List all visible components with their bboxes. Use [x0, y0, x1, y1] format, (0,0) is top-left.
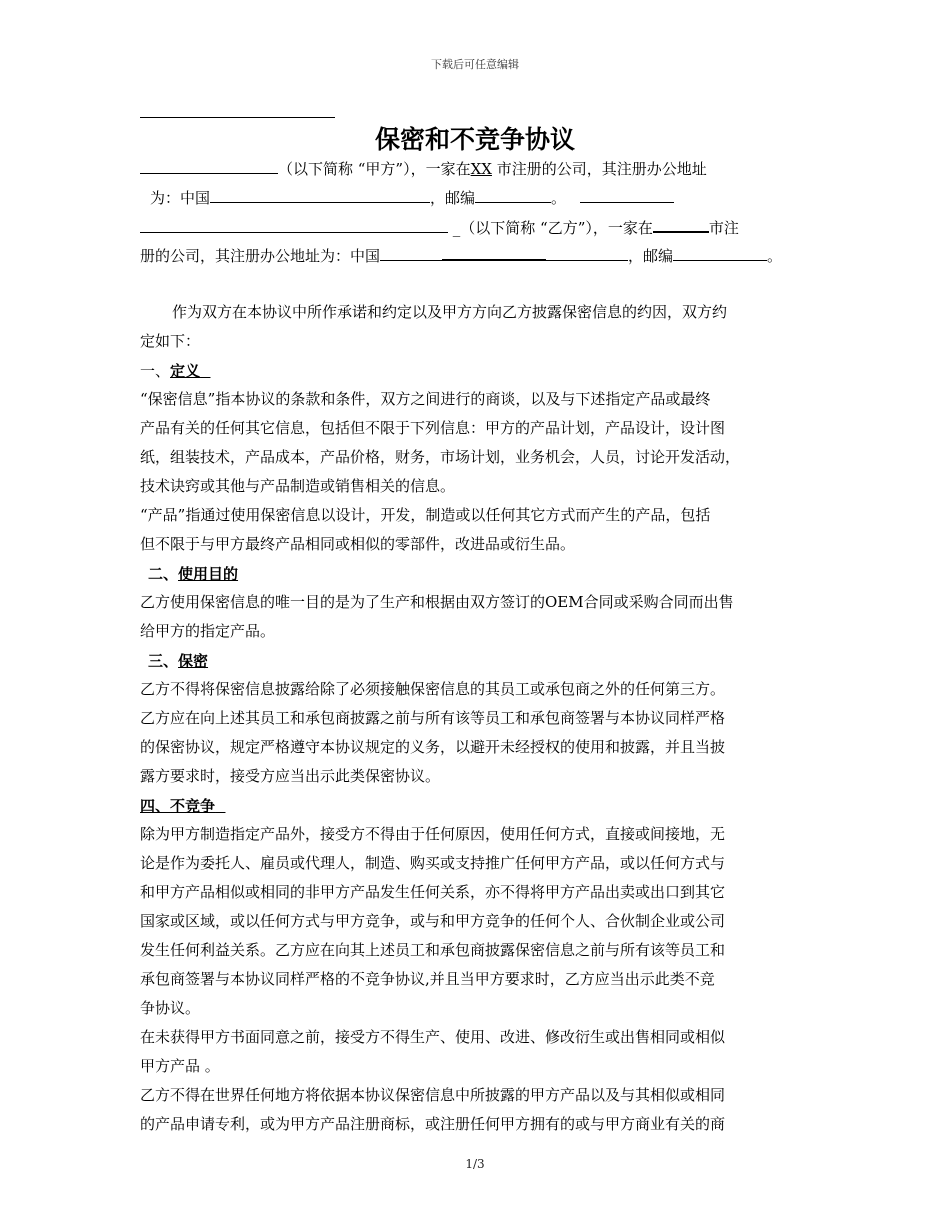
intro-line-2: 定如下：	[140, 332, 201, 350]
s4-line: 除为甲方制造指定产品外，接受方不得由于任何原因，使用任何方式，直接或间接地，无	[140, 825, 726, 843]
party-b-name-blank-start[interactable]	[580, 186, 674, 203]
document-title: 保密和不竞争协议	[374, 125, 575, 154]
s1-line: 技术诀窍或其他与产品制造或销售相关的信息。	[140, 477, 456, 495]
s1-line: “产品”指通过使用保密信息以设计，开发，制造或以任何其它方式而产生的产品，包括	[140, 506, 711, 524]
s4-line: 国家或区域，或以任何方式与甲方竞争，或与和甲方竞争的任何个人、合伙制企业或公司	[140, 912, 726, 930]
page-number: 1/3	[465, 1157, 485, 1171]
party-a-postcode-blank[interactable]	[475, 186, 551, 203]
s4-line: 乙方不得在世界任何地方将依据本协议保密信息中所披露的甲方产品以及与其相似或相同	[140, 1086, 726, 1104]
s4-line: 争协议。	[140, 999, 201, 1017]
party-b-name-blank[interactable]	[140, 216, 448, 233]
s4-line: 的产品申请专利，或为甲方产品注册商标，或注册任何甲方拥有的或与甲方商业有关的商	[140, 1115, 726, 1133]
party-a-city: XX	[470, 160, 492, 178]
s4-line: 承包商签署与本协议同样严格的不竞争协议,并且当甲方要求时，乙方应当出示此类不竞	[140, 970, 715, 988]
s3-line: 的保密协议，规定严格遵守本协议规定的义务，以避开未经授权的使用和披露，并且当披	[140, 738, 726, 756]
s1-line: 产品有关的任何其它信息，包括但不限于下列信息：甲方的产品计划，产品设计，设计图	[140, 419, 726, 437]
party-a-address-blank[interactable]	[210, 186, 430, 203]
party-b-postcode-blank[interactable]	[673, 244, 767, 261]
s3-line: 露方要求时，接受方应当出示此类保密协议。	[140, 767, 441, 785]
s3-line: 乙方不得将保密信息披露给除了必须接触保密信息的其员工或承包商之外的任何第三方。	[140, 680, 726, 698]
party-a-line: （以下简称 “甲方”），一家在XX 市注册的公司，其注册办公地址	[140, 157, 707, 179]
s4-line: 甲方产品 。	[140, 1057, 220, 1075]
party-b-address-blank[interactable]	[380, 244, 628, 261]
party-b-city-blank[interactable]	[653, 215, 709, 233]
s4-line: 在未获得甲方书面同意之前，接受方不得生产、使用、改进、修改衍生或出售相同或相似	[140, 1028, 726, 1046]
s1-line: 但不限于与甲方最终产品相同或相似的零部件，改进品或衍生品。	[140, 535, 576, 553]
header-note: 下载后可任意编辑	[431, 58, 519, 71]
party-b-address-line: 册的公司，其注册办公地址为：中国 ，邮编 。	[140, 244, 782, 266]
section-2-heading: 二、使用目的	[148, 565, 239, 583]
s4-line: 发生任何利益关系。乙方应在向其上述员工和承包商披露保密信息之前与所有该等员工和	[140, 941, 726, 959]
party-b-line: _（以下简称 “乙方”），一家在 市注	[140, 215, 739, 238]
s1-line: 纸，组装技术，产品成本，产品价格，财务，市场计划，业务机会，人员，讨论开发活动，	[140, 448, 741, 466]
top-rule	[140, 117, 335, 118]
section-4-heading: 四、不竞争	[140, 797, 216, 815]
s1-line: “保密信息”指本协议的条款和条件，双方之间进行的商谈，以及与下述指定产品或最终	[140, 390, 711, 408]
intro-line-1: 作为双方在本协议中所作承诺和约定以及甲方方向乙方披露保密信息的约因，双方约	[172, 303, 728, 321]
section-3-heading: 三、保密	[148, 652, 209, 670]
s3-line: 乙方应在向上述其员工和承包商披露之前与所有该等员工和承包商签署与本协议同样严格	[140, 709, 726, 727]
s4-line: 论是作为委托人、雇员或代理人，制造、购买或支持推广任何甲方产品，或以任何方式与	[140, 854, 726, 872]
party-a-address-line: 为：中国 ，邮编 。	[150, 186, 674, 208]
party-a-name-blank[interactable]	[140, 157, 278, 174]
s2-line: 乙方使用保密信息的唯一目的是为了生产和根据由双方签订的OEM合同或采购合同而出售	[140, 593, 734, 611]
s4-line: 和甲方产品相似或相同的非甲方产品发生任何关系，亦不得将甲方产品出卖或出口到其它	[140, 883, 726, 901]
section-1-heading: 一、定义	[140, 362, 201, 380]
s2-line: 给甲方的指定产品。	[140, 622, 276, 640]
